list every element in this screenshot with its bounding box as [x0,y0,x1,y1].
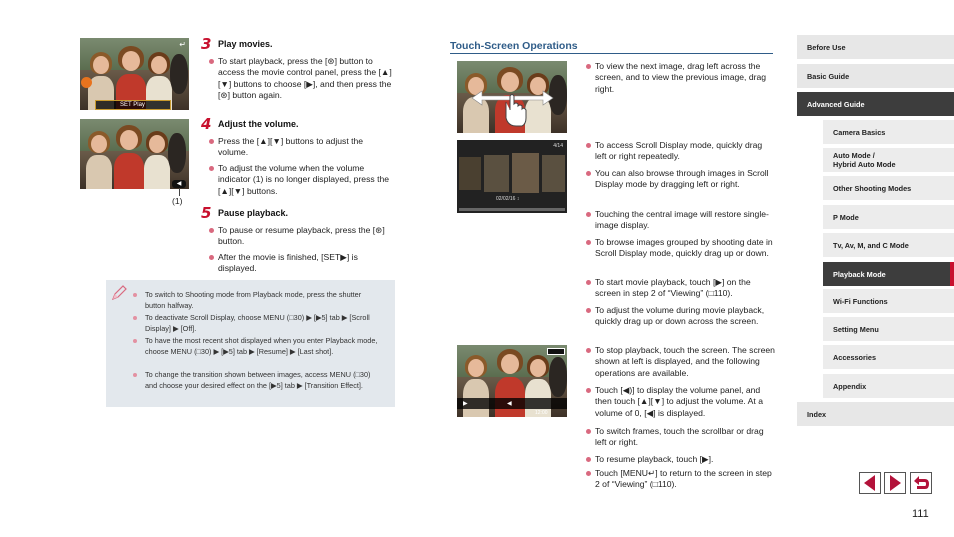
step-4-bullet-2: To adjust the volume when the volume indicator (1) is no longer displayed, press the [▲][▼] buttons. [208,163,398,197]
nav-basic-guide[interactable]: Basic Guide [797,64,954,88]
swipe-arrows-icon [470,88,555,128]
step-5-bullet-2: After the movie is finished, [SET▶] is displayed. [208,252,393,275]
note-item: To deactivate Scroll Display, choose MENU (□30) ▶ [▶5] tab ▶ [Scroll Display] ▶ [Off]. [131,312,379,335]
touch-bullet: To switch frames, touch the scrollbar or drag left or right. [585,426,770,449]
touch-bullet: To view the next image, drag left across the screen, and to view the previous image, drag right. [585,61,775,95]
section-title: Touch-Screen Operations [450,40,578,52]
touch-bullet: To access Scroll Display mode, quickly drag left or right repeatedly. [585,140,770,163]
section-rule [450,53,773,54]
nav-auto-mode-line2: Hybrid Auto Mode [833,160,896,169]
volume-photo [80,119,189,189]
note-item: To change the transition shown between images, access MENU (□30) and choose your desired effect on the [▶5] tab ▶ [Transition Effect]. [131,369,379,392]
scroll-display-screen [457,140,567,213]
return-icon: ↵ [179,40,186,49]
play-circle-icon [81,77,92,88]
active-marker [950,262,954,286]
step-4-number: 4 [201,115,212,133]
image-counter: 4/14 [553,143,563,149]
touch-bullet: Touch [MENU↵] to return to the screen in step 2 of “Viewing” (□110). [585,468,775,491]
touch-bullet: Touching the central image will restore single-image display. [585,209,770,232]
return-page-icon[interactable] [910,472,932,494]
callout-label: (1) [172,196,183,206]
step-3-bullet: To start playback, press the [⊛] button to access the movie control panel, press the [▲][▼] buttons to choose [▶], and then press the [⊛] button again. [208,56,398,102]
touch-bullet: Touch [◀)] to display the volume panel, and then touch [▲][▼] to adjust the volume. At a volume of 0, [◀] is displayed. [585,385,775,419]
touch-bullet: To stop playback, touch the screen. The screen shown at left is displayed, and the following operations are available. [585,345,775,379]
nav-playback-mode[interactable]: Playback Mode [823,262,954,286]
touch-bullet: To resume playback, touch [▶]. [585,454,770,465]
touch-bullet: You can also browse through images in Scroll Display mode by dragging left or right. [585,168,775,191]
playback-time: 12:00 [535,410,548,416]
play-icon[interactable]: ▶ [463,401,468,407]
nav-auto-mode[interactable] [823,148,954,172]
step-5-title: Pause playback. [218,208,289,218]
step-3-title: Play movies. [218,39,273,49]
step-3-number: 3 [201,35,212,53]
movie-control-bar[interactable] [457,398,567,409]
next-page-icon[interactable] [884,472,906,494]
nav-camera-basics[interactable]: Camera Basics [823,120,954,144]
menu-return-icon[interactable] [547,348,565,355]
touch-bullet: To adjust the volume during movie playback, quickly drag up or down across the screen. [585,305,775,328]
scrollbar[interactable] [459,208,565,211]
note-item: To switch to Shooting mode from Playback mode, press the shutter button halfway. [131,289,379,312]
note-item: To have the most recent shot displayed when you enter Playback mode, choose MENU (□30) ▶ [▶5] tab ▶ [Resume] ▶ [Last shot]. [131,335,379,358]
nav-tv-av-m-c-mode[interactable]: Tv, Av, M, and C Mode [823,233,954,257]
movie-playback-photo [80,38,189,110]
nav-auto-mode-line1: Auto Mode / [833,151,875,160]
pencil-icon [110,284,128,302]
page-number: 111 [912,508,929,520]
nav-p-mode[interactable]: P Mode [823,205,954,229]
step-4-title: Adjust the volume. [218,119,299,129]
nav-advanced-guide[interactable]: Advanced Guide [797,92,954,116]
nav-setting-menu[interactable]: Setting Menu [823,317,954,341]
step-4-bullet-1: Press the [▲][▼] buttons to adjust the volume. [208,136,393,159]
nav-other-shooting-modes[interactable]: Other Shooting Modes [823,176,954,200]
callout-line [179,188,180,196]
prev-page-icon[interactable] [859,472,881,494]
nav-accessories[interactable]: Accessories [823,345,954,369]
touch-bullet: To start movie playback, touch [▶] on the screen in step 2 of “Viewing” (□110). [585,277,775,300]
volume-indicator-icon: ◀ [172,180,186,188]
date-label: 02/02/16 ↕ [496,196,520,202]
step-5-number: 5 [201,204,212,222]
movie-control-photo [457,345,567,417]
touch-bullet: To browse images grouped by shooting date in Scroll Display mode, quickly drag up or down. [585,237,775,260]
nav-before-use[interactable]: Before Use [797,35,954,59]
nav-appendix[interactable]: Appendix [823,374,954,398]
volume-icon[interactable]: ◀ [507,401,512,407]
nav-index[interactable]: Index [797,402,954,426]
nav-wifi-functions[interactable]: Wi-Fi Functions [823,289,954,313]
step-5-bullet-1: To pause or resume playback, press the [⊛] button. [208,225,393,248]
play-label: SET Play [120,102,145,108]
